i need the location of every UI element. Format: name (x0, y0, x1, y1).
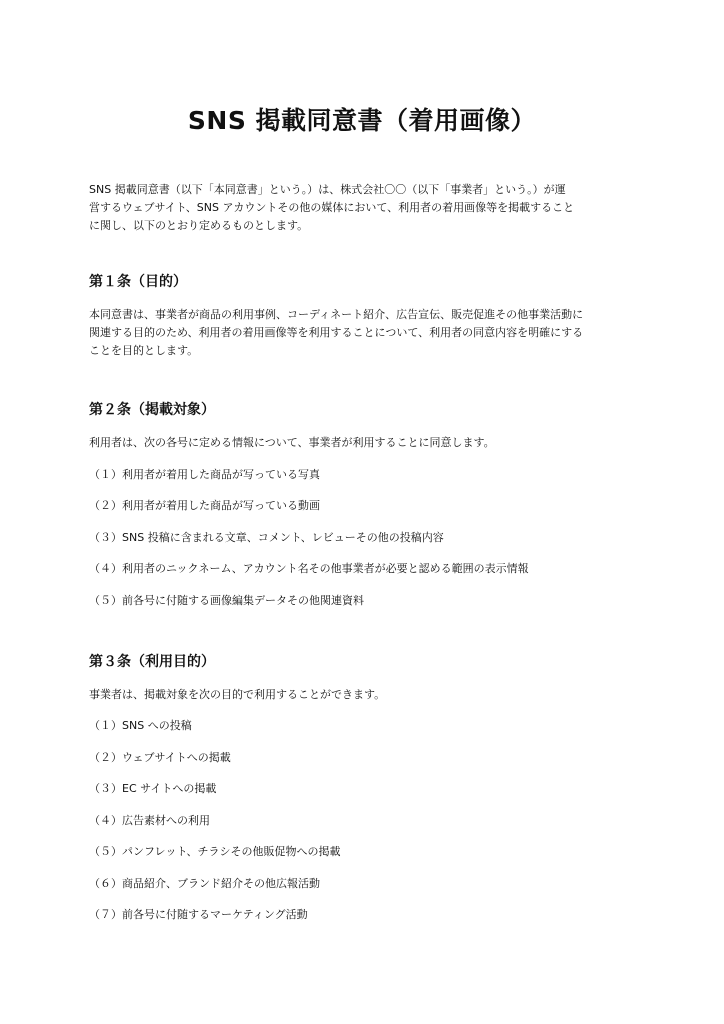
document-title: SNS 掲載同意書（着用画像） (187, 106, 537, 135)
article-3-heading: 第３条（利用目的） (89, 654, 215, 670)
article-3-item-5: （５）パンフレット、チラシその他販促物への掲載 (89, 845, 341, 858)
article-1-heading: 第１条（目的） (89, 274, 187, 290)
article-3-item-6: （６）商品紹介、ブランド紹介その他広報活動 (89, 877, 320, 890)
article-3-item-3: （３）EC サイトへの掲載 (89, 782, 217, 795)
article-2-item-5: （５）前各号に付随する画像編集データその他関連資料 (89, 594, 364, 607)
article-3-body: 事業者は、掲載対象を次の目的で利用することができます。 (89, 688, 386, 701)
article-2-heading: 第２条（掲載対象） (89, 402, 215, 418)
article-2-item-2: （２）利用者が着用した商品が写っている動画 (89, 499, 320, 512)
article-2-item-1: （１）利用者が着用した商品が写っている写真 (89, 468, 320, 481)
article-2-item-3: （３）SNS 投稿に含まれる文章、コメント、レビューその他の投稿内容 (89, 531, 444, 544)
article-3-item-1: （１）SNS への投稿 (89, 719, 192, 732)
intro-paragraph: SNS 掲載同意書（以下「本同意書」という。）は、株式会社〇〇（以下「事業者」という。）が運 営するウェブサイト、SNS アカウントその他の媒体において、利用者の着用画像等を掲載すること に関し、以下のとおり定めるものとします。 (89, 183, 575, 232)
article-3-item-7: （７）前各号に付随するマーケティング活動 (89, 908, 308, 921)
article-2-item-4: （４）利用者のニックネーム、アカウント名その他事業者が必要と認める範囲の表示情報 (89, 562, 529, 575)
article-3-item-4: （４）広告素材への利用 (89, 814, 210, 827)
article-3-item-2: （２）ウェブサイトへの掲載 (89, 751, 231, 764)
article-1-body: 本同意書は、事業者が商品の利用事例、コーディネート紹介、広告宣伝、販売促進その他事業活動に 関連する目的のため、利用者の着用画像等を利用することについて、利用者の同意内容を明確にする ことを目的とします。 (89, 308, 584, 357)
article-2-body: 利用者は、次の各号に定める情報について、事業者が利用することに同意します。 (89, 436, 495, 449)
